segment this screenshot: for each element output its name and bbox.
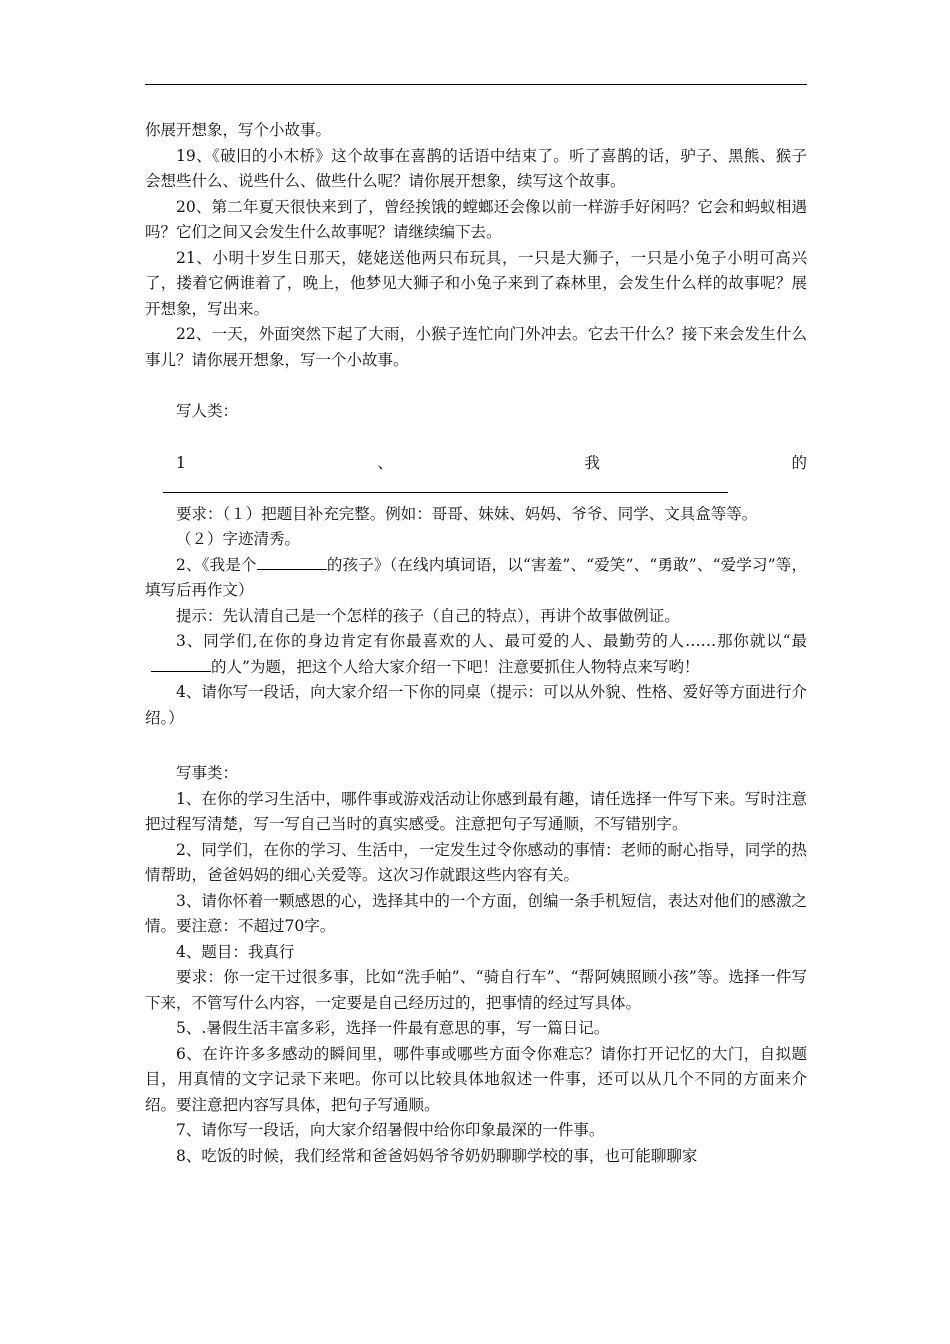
- people-item-1-req: 要求：（１）把题目补充完整。例如：哥哥、妹妹、妈妈、爷爷、同学、文具盒等等。: [176, 504, 758, 523]
- title-blank: [163, 476, 728, 493]
- events-item: 8、吃饭的时候，我们经常和爸爸妈妈爷爷奶奶聊聊学校的事，也可能聊聊家: [176, 1146, 698, 1165]
- people-item-1: [145, 451, 807, 502]
- events-item: 6、在许许多多感动的瞬间里，哪件事或哪些方面令你难忘？请你打开记忆的大门，自拟题目，用真情的文字记录下来吧。你可以比较具体地叙述一件事，还可以从几个不同的方面来介绍。要注意把内容写具体，把句子写通顺。: [145, 1044, 807, 1114]
- section-gap: [145, 373, 807, 399]
- people-item-3: 3、同学们,在你的身边肯定有你最喜欢的人、最可爱的人、最勤劳的人……那你就以“最的人”为题，把这个人给大家介绍一下吧！注意要抓住人物特点来写哟！: [145, 629, 807, 680]
- people-heading: 写人类：: [176, 402, 239, 420]
- header-rule: [145, 84, 807, 85]
- people-item-2: 2、《我是个 的孩子》（在线内填词语，以“害羞”、“爱笑”、“勇敢”、“爱学习”等，填写后再作文）: [145, 553, 807, 604]
- story-item-21: 21、小明十岁生日那天，姥姥送他两只布玩具，一只是大狮子，一只是小兔子小明可高兴了，搂着它俩谁着了，晚上，他梦见大狮子和小兔子来到了森林里，会发生什么样的故事呢？展开想象，写出来。: [145, 248, 807, 318]
- document-body: [145, 118, 807, 1169]
- events-heading: 写事类：: [176, 764, 239, 782]
- section-gap: [145, 425, 807, 451]
- people-item-1-req2: （２）字迹清秀。: [176, 530, 301, 548]
- word-blank: [257, 553, 327, 570]
- story-item-19: 19、《破旧的小木桥》这个故事在喜鹊的话语中结束了。听了喜鹊的话，驴子、黑熊、猴子会想些什么、说些什么、做些什么呢？请你展开想象，续写这个故事。: [145, 146, 807, 190]
- word-blank: [151, 655, 211, 672]
- story-item-20: 20、第二年夏天很快来到了，曾经挨饿的螳螂还会像以前一样游手好闲吗？它会和蚂蚁相遇吗？它们之间又会发生什么故事呢？请继续编下去。: [145, 197, 807, 241]
- story-continuation: 你展开想象，写个小故事。: [145, 121, 332, 139]
- events-item: 要求：你一定干过很多事，比如“洗手帕”、“骑自行车”、“帮阿姨照顾小孩”等。选择一件写下来，不管写什么内容，一定要是自己经历过的，把事情的经过写具体。: [145, 968, 807, 1012]
- section-gap: [145, 731, 807, 761]
- people-item-4: 4、请你写一段话，向大家介绍一下你的同桌（提示：可以从外貌、性格、爱好等方面进行介绍。）: [145, 683, 807, 727]
- story-item-22: 22、一天，外面突然下起了大雨，小猴子连忙向门外冲去。它去干什么？接下来会发生什么事儿？请你展开想象，写一个小故事。: [145, 325, 807, 369]
- events-item: 2、同学们，在你的学习、生活中，一定发生过令你感动的事情：老师的耐心指导，同学的热情帮助，爸爸妈妈的细心关爱等。这次习作就跟这些内容有关。: [145, 840, 807, 884]
- events-item: 4、题目：我真行: [176, 942, 295, 961]
- events-item: 1、在你的学习生活中，哪件事或游戏活动让你感到最有趣，请任选择一件写下来。写时注意把过程写清楚，写一写自己当时的真实感受。注意把句子写通顺，不写错别字。: [145, 789, 807, 833]
- events-item: 3、请你怀着一颗感恩的心，选择其中的一个方面，创编一条手机短信，表达对他们的感激之情。要注意：不超过70字。: [145, 891, 807, 935]
- events-item: 7、请你写一段话，向大家介绍暑假中给你印象最深的一件事。: [176, 1121, 605, 1139]
- people-item-2-hint: 提示：先认清自己是一个怎样的孩子（自己的特点），再讲个故事做例证。: [176, 606, 680, 625]
- events-item: 5、.暑假生活丰富多彩，选择一件最有意思的事，写一篇日记。: [176, 1019, 610, 1037]
- people-item-1-prefix: 1、我的: [176, 453, 807, 472]
